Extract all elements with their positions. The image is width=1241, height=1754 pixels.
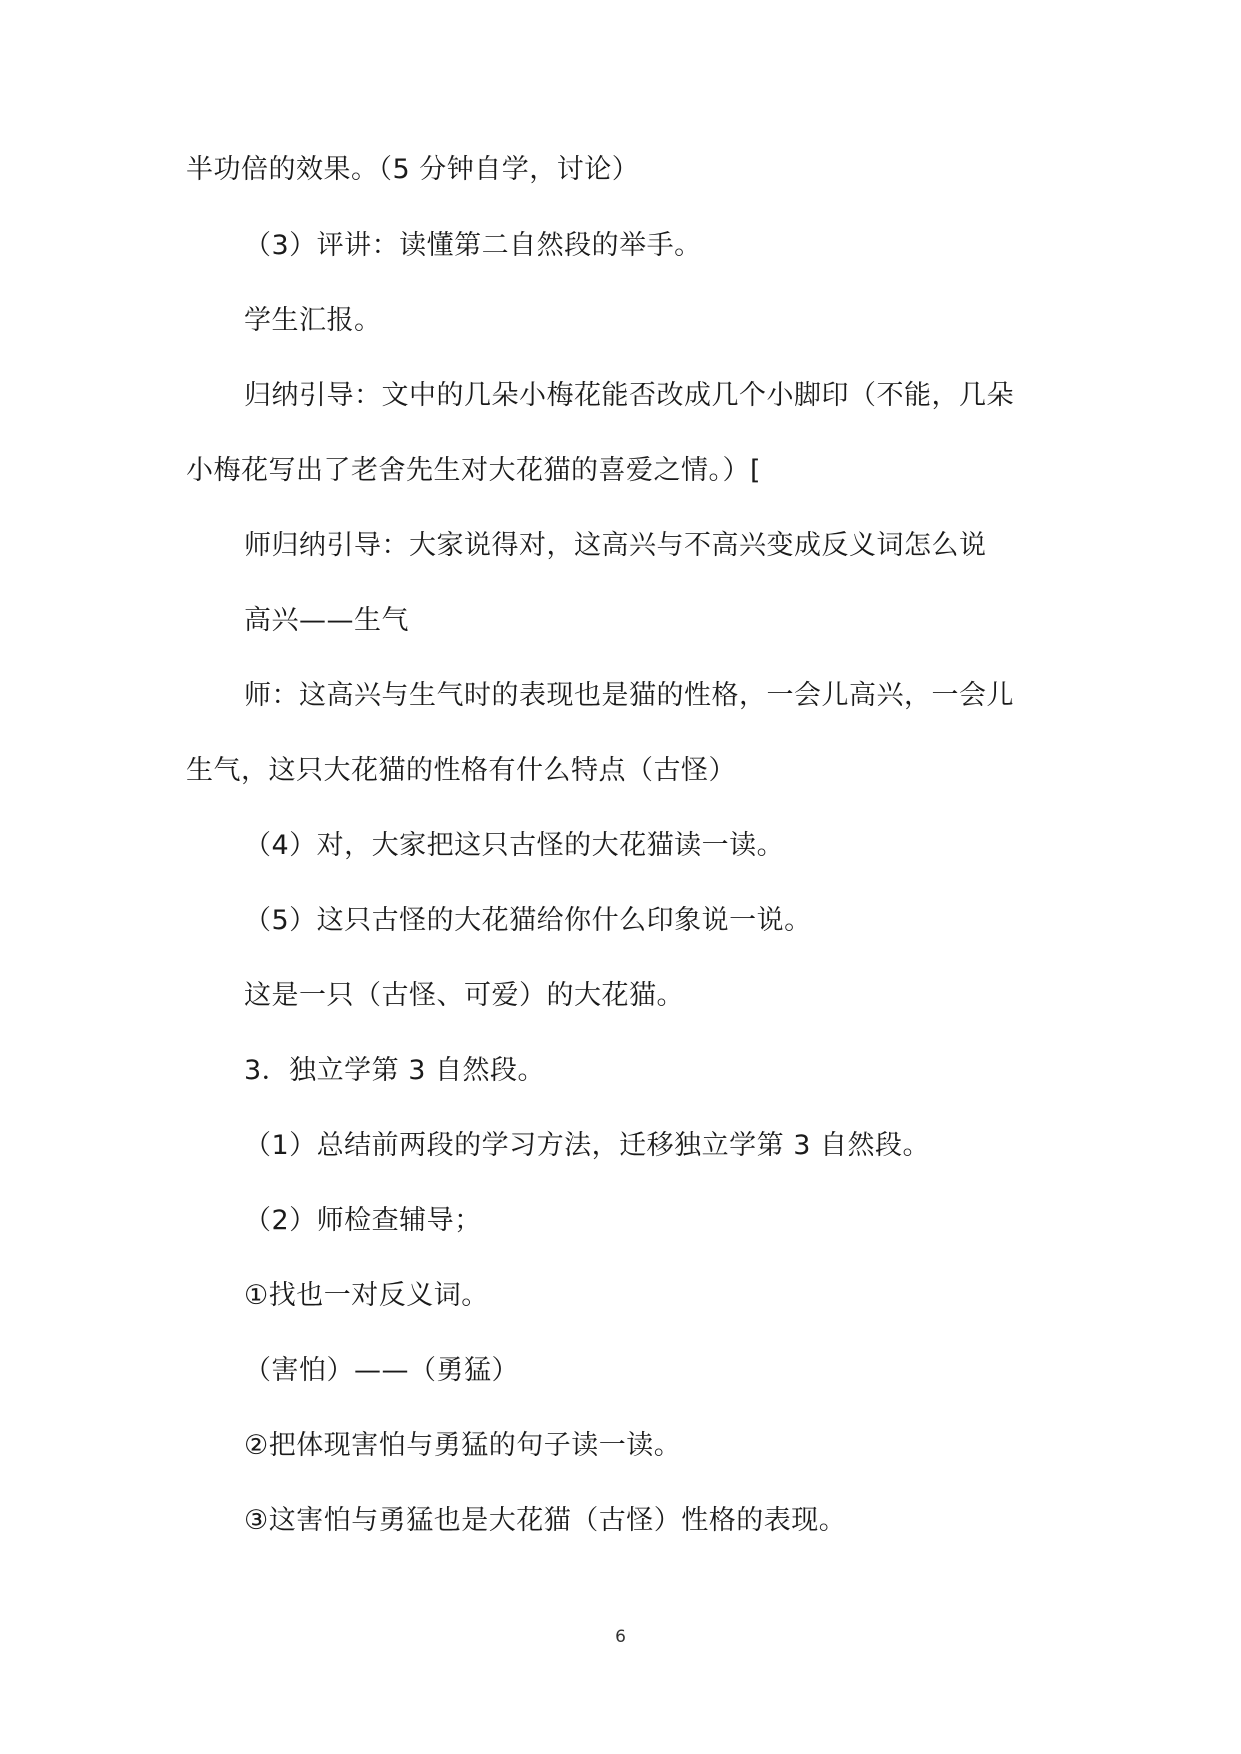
text-line: ②把体现害怕与勇猛的句子读一读。: [244, 1430, 682, 1461]
text-line: （害怕）——（勇猛）: [244, 1355, 519, 1386]
text-line: 生气，这只大花猫的性格有什么特点（古怪）: [186, 755, 736, 786]
text-line: 这是一只（古怪、可爱）的大花猫。: [244, 980, 684, 1011]
text-line: 归纳引导：文中的几朵小梅花能否改成几个小脚印（不能，几朵: [244, 380, 1014, 411]
text-line: （2）师检查辅导；: [244, 1205, 482, 1236]
text-line: 小梅花写出了老舍先生对大花猫的喜爱之情。）[: [186, 455, 762, 486]
text-line: 师归纳引导：大家说得对，这高兴与不高兴变成反义词怎么说: [244, 530, 987, 561]
text-line: （3）评讲：读懂第二自然段的举手。: [244, 230, 702, 261]
text-line: （5）这只古怪的大花猫给你什么印象说一说。: [244, 905, 812, 936]
text-line: ③这害怕与勇猛也是大花猫（古怪）性格的表现。: [244, 1505, 847, 1536]
text-line: 3．独立学第 3 自然段。: [244, 1055, 546, 1086]
text-line: 高兴——生气: [244, 605, 409, 636]
text-line: ①找也一对反义词。: [244, 1280, 489, 1311]
text-line: 半功倍的效果。（5 分钟自学，讨论）: [186, 154, 640, 185]
text-line: （4）对，大家把这只古怪的大花猫读一读。: [244, 830, 785, 861]
text-line: 师：这高兴与生气时的表现也是猫的性格，一会儿高兴，一会儿: [244, 680, 1014, 711]
page-number: 6: [615, 1627, 626, 1647]
text-line: 学生汇报。: [244, 305, 382, 336]
text-line: （1）总结前两段的学习方法，迁移独立学第 3 自然段。: [244, 1130, 931, 1161]
